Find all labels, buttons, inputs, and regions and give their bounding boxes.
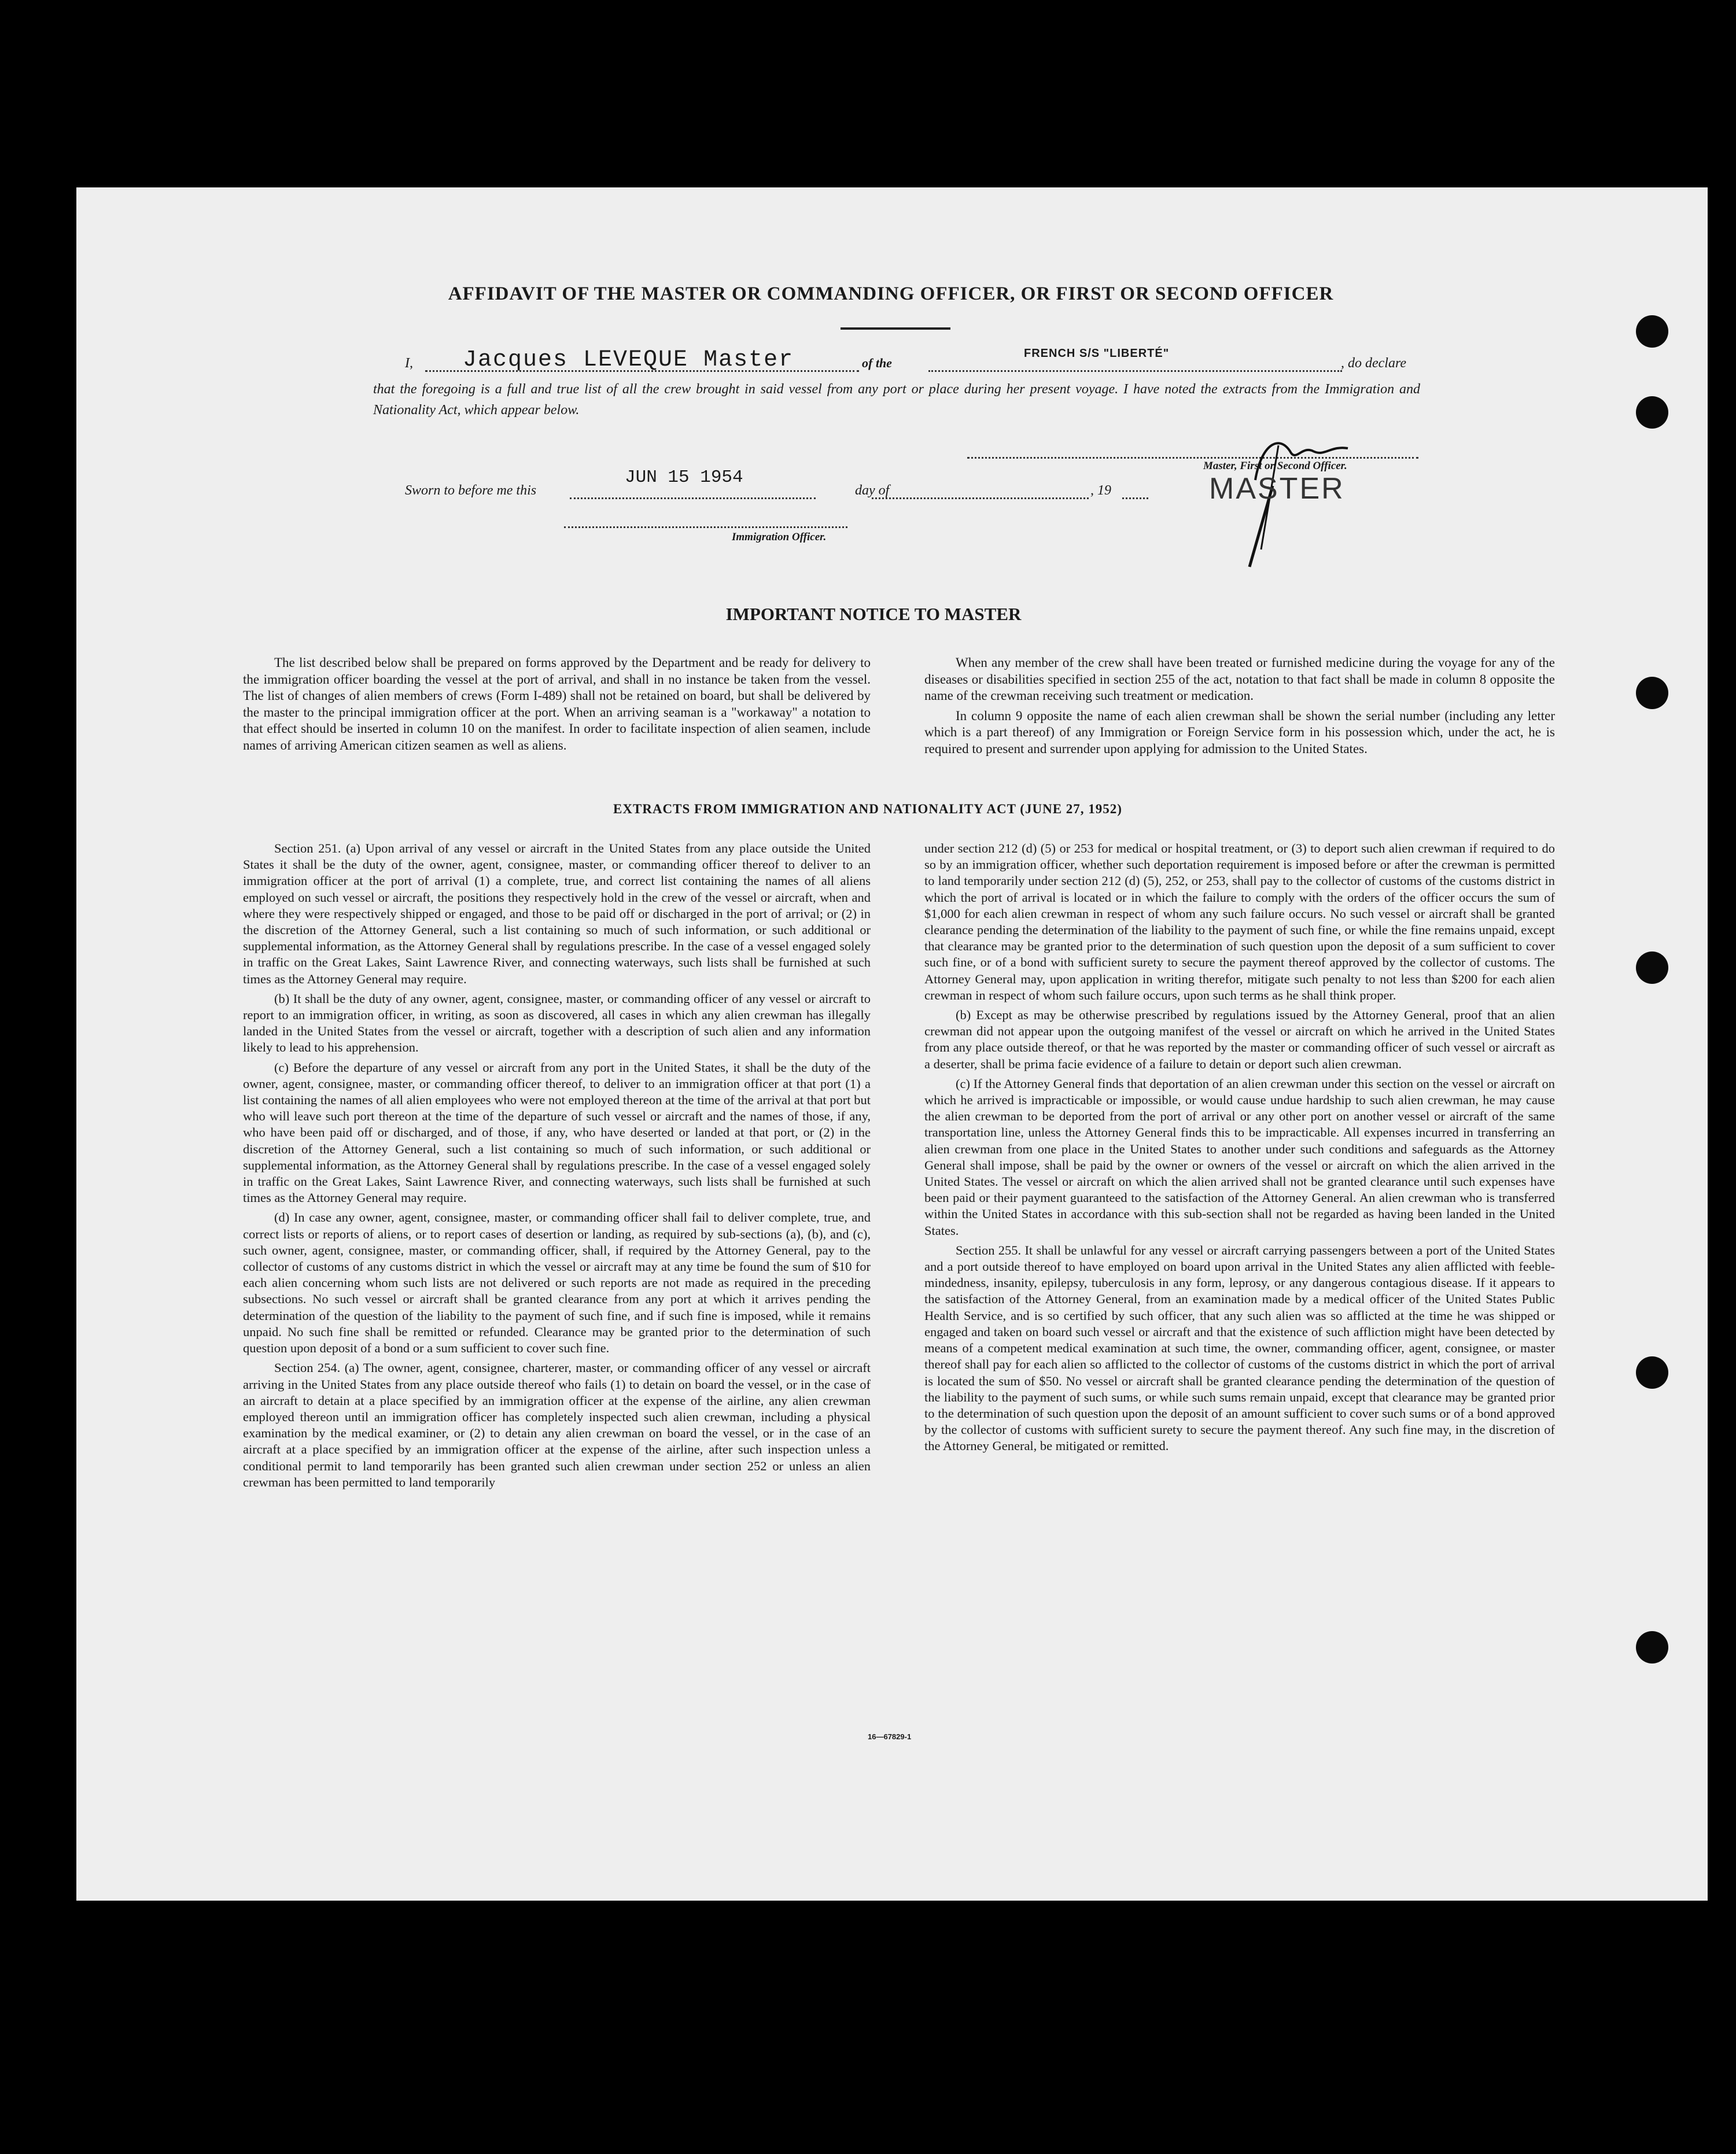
binder-hole bbox=[1636, 951, 1668, 984]
day-of-label: day of bbox=[855, 483, 890, 498]
binder-hole bbox=[1636, 1631, 1668, 1664]
extract-paragraph: under section 212 (d) (5) or 253 for medical or hospital treatment, or (3) to deport such alien crewman if required to do so by an immigration officer, whether such deportation requirement is imposed before or after the crewman is permitted to land temporarily under section 212 (d) (5), 252, or 253, shall pay to the collector of customs of the customs district in which the port of arrival is located or in which the failure to comply with the orders of the officer occurs the sum of $1,000 for each alien crewman in respect of whom any such failure occurs. No such vessel or aircraft shall be granted clearance pending the determination of the liability to the payment of such fine, or while the fine remains unpaid, except that clearance may be granted prior to the determination of such question upon the deposit of a sum sufficient to cover such fine, or of a bond with sufficient surety to secure the payment thereof approved by the collector of customs. The Attorney General may, upon application in writing therefor, mitigate such penalty to not less than $200 for each alien crewman in respect of whom such failure occurs, upon such terms as he shall think proper. bbox=[924, 841, 1555, 1002]
binder-hole bbox=[1636, 1356, 1668, 1389]
extracts-left-column bbox=[243, 840, 871, 1494]
master-name: Jacques LEVEQUE Master bbox=[463, 347, 794, 373]
declaration-statement: that the foregoing is a full and true list of all the crew brought in said vessel from any port or place during her present voyage. I have noted the extracts from the Immigration and Nationality Act, which appear below. bbox=[373, 382, 1420, 418]
sworn-month-line bbox=[872, 497, 1089, 499]
extract-paragraph: Section 254. (a) The owner, agent, consignee, charterer, master, or commanding officer of any vessel or aircraft arriving in the United States from any place outside thereof who fails (1) to detain on board the vessel, or in the case of an aircraft to detain at a place specified by an immigration officer at the expense of the airline, any alien crewman employed thereon until an immigration officer has completely inspected such alien crewman, including a physical examination by the medical examiner, or (2) to detain any alien crewman on board the vessel, or in the case of an aircraft at a place specified by an immigration officer at the expense of the airline, after such inspection unless a conditional permit to land temporarily has been granted such alien crewman under section 252 or unless an alien crewman has been permitted to land temporarily bbox=[243, 1360, 871, 1489]
binder-hole bbox=[1636, 677, 1668, 709]
notice-left-column bbox=[243, 655, 871, 757]
title-rule bbox=[841, 327, 950, 330]
notice-paragraph: In column 9 opposite the name of each alien crewman shall be shown the serial number (including any letter which is a part thereof) of any Immigration or Foreign Service form in his possession which, under the act, he is required to present and surrender upon applying for admission to the United States. bbox=[924, 708, 1555, 756]
extract-paragraph: (c) If the Attorney General finds that deportation of an alien crewman under this section on the vessel or aircraft on which he arrived is impracticable or impossible, or would cause undue hardship to such alien crewman, he may cause the alien crewman to be deported from the port of arrival or any other port on another vessel or aircraft of the same transportation line, unless the Attorney General finds this to be impracticable. All expenses incurred in transferring an alien crewman from one place in the United States to another under such conditions and safeguards as the Attorney General shall impose, shall be paid by the owner or owners of the vessel or aircraft on which the alien arrived in the United States. The vessel or aircraft on which the alien arrived shall not be granted clearance until such expenses have been paid or their payment guaranteed to the satisfaction of the Attorney General. An alien crewman who is transferred within the United States in accordance with this sub-section shall not be regarded as having been landed in the United States. bbox=[924, 1076, 1555, 1238]
binder-hole bbox=[1636, 396, 1668, 429]
extract-paragraph: (b) It shall be the duty of any owner, agent, consignee, master, or commanding officer of any vessel or aircraft to report to an immigration officer, in writing, as soon as discovered, all cases in which any alien crewman has illegally landed in the United States from the vessel or aircraft, together with a description of such alien and any information likely to lead to his apprehension. bbox=[243, 991, 871, 1055]
year-line bbox=[1122, 497, 1148, 499]
notice-title: IMPORTANT NOTICE TO MASTER bbox=[725, 604, 1022, 624]
master-officer-label: Master, First or Second Officer. bbox=[1203, 460, 1347, 472]
extracts-right-column bbox=[924, 840, 1555, 1458]
vessel-name: FRENCH S/S "LIBERTÉ" bbox=[1024, 347, 1170, 360]
binder-hole bbox=[1636, 315, 1668, 348]
extract-paragraph: (b) Except as may be otherwise prescribed by regulations issued by the Attorney General, proof that an alien crewman did not appear upon the outgoing manifest of the vessel or aircraft on which he arrived in the United States from any place outside thereof, or that he was reported by the master or commanding officer of such vessel or aircraft as a deserter, shall be prima facie evidence of a failure to detain or deport such alien crewman. bbox=[924, 1008, 1555, 1071]
declaration-prefix: I, bbox=[405, 356, 413, 371]
extract-paragraph: Section 251. (a) Upon arrival of any vessel or aircraft in the United States from any place outside the United States it shall be the duty of the owner, agent, consignee, master, or commanding officer thereof to deliver to an immigration officer at the port of arrival (1) a complete, true, and correct list containing the names of all aliens employed on such vessel or aircraft, the positions they respectively hold in the crew of the vessel or aircraft, when and where they were respectively shipped or engaged, and those to be paid off or discharged in the port of arrival; or (2) in the discretion of the Attorney General, such a list containing so much of such information, or such additional or supplemental information, as the Attorney General shall by regulations prescribe. In the case of a vessel engaged solely in traffic on the Great Lakes, Saint Lawrence River, and connecting waterways, such lists shall be furnished at such times as the Attorney General may require. bbox=[243, 841, 871, 986]
date-stamp: JUN 15 1954 bbox=[625, 467, 743, 488]
affidavit-title: AFFIDAVIT OF THE MASTER OR COMMANDING OFFICER, OR FIRST OR SECOND OFFICER bbox=[448, 283, 1334, 304]
year-label: , 19 bbox=[1090, 483, 1111, 498]
notice-right-column bbox=[924, 655, 1555, 761]
do-declare-label: , do declare bbox=[1341, 356, 1407, 371]
extract-paragraph: Section 255. It shall be unlawful for any vessel or aircraft carrying passengers between a port of the United States and a port outside thereof to have employed on board upon arrival in the United States any alien afflicted with feeble-mindedness, insanity, epilepsy, tuberculosis in any form, leprosy, or any dangerous contagious disease. If it appears to the satisfaction of the Attorney General, from an examination made by a medical officer of the United States Public Health Service, and is so certified by such officer, that any such alien was so afflicted at the time he was shipped or engaged and taken on board such vessel or aircraft and that the existence of such affliction might have been detected by means of a competent medical examination at such time, the owner, commanding officer, agent, consignee, or master thereof shall pay for each alien so afflicted to the collector of customs of the customs district in which the port of arrival is located the sum of $50. No vessel or aircraft shall be granted clearance pending the determination of the question of the liability to the payment of such sums, or while such sums remain unpaid, except that clearance may be granted prior to the determination of such question upon the deposit of an amount sufficient to cover such sums or of a bond approved by the collector of customs with sufficient surety to secure the payment thereof. Any such fine may, in the discretion of the Attorney General, be mitigated or remitted. bbox=[924, 1242, 1555, 1454]
vessel-line bbox=[928, 370, 1342, 372]
immigration-officer-label: Immigration Officer. bbox=[732, 531, 827, 543]
notice-paragraph: When any member of the crew shall have been treated or furnished medicine during the voyage for any of the diseases or disabilities specified in section 255 of the act, notation to that fact shall be made in column 8 opposite the name of the crewman receiving such treatment or medication. bbox=[924, 655, 1555, 703]
form-number: 16—67829-1 bbox=[868, 1732, 912, 1741]
of-the-label: of the bbox=[862, 356, 892, 370]
sworn-label: Sworn to before me this bbox=[405, 483, 537, 498]
sworn-day-line bbox=[570, 497, 816, 499]
master-stamp: MASTER bbox=[1209, 472, 1345, 506]
notice-paragraph: The list described below shall be prepared on forms approved by the Department and be ready for delivery to the immigration officer boarding the vessel at the port of arrival, and shall in no instance be taken from the vessel. The list of changes of alien members of crews (Form I-489) shall not be retained on board, but shall be delivered by the master to the principal immigration officer at the port. When an arriving seaman is a "workaway" a notation to that effect should be inserted in column 10 on the manifest. In order to facilitate inspection of alien seamen, include names of arriving American citizen seamen as well as aliens. bbox=[243, 655, 871, 753]
extract-paragraph: (c) Before the departure of any vessel or aircraft from any port in the United States, it shall be the duty of the owner, agent, consignee, master, or commanding officer thereof, to deliver to an immigration officer at that port (1) a list containing the names of all alien employees who were not employed thereon at the time of the arrival at that port but who will leave such port thereon at the time of the departure of such vessel or aircraft and the names of those, if any, who have been paid off or discharged, and of those, if any, who have deserted or landed at that port, or (2) in the discretion of the Attorney General, such a list containing so much of such information, or such additional or supplemental information, as the Attorney General shall by regulations prescribe. In the case of a vessel engaged solely in traffic on the Great Lakes, Saint Lawrence River, and connecting waterways, such lists shall be furnished at such times as the Attorney General may require. bbox=[243, 1060, 871, 1205]
extracts-title: EXTRACTS FROM IMMIGRATION AND NATIONALITY ACT (JUNE 27, 1952) bbox=[613, 802, 1122, 816]
immigration-officer-line bbox=[564, 526, 847, 528]
extract-paragraph: (d) In case any owner, agent, consignee, master, or commanding officer shall fail to deliver complete, true, and correct lists or reports of aliens, or to report cases of desertion or landing, as required by sub-sections (a), (b), and (c), such owner, agent, consignee, master, or commanding officer, shall, if required by the Attorney General, pay to the collector of customs of any customs district in which the vessel or aircraft may at any time be found the sum of $10 for each alien concerning whom such lists are not delivered or such reports are not made as required in the preceding subsections. No such vessel or aircraft shall be granted clearance from any port at which it arrives pending the determination of the question of the liability to the payment of such fine, and if such fine is imposed, while it remains unpaid. No such fine shall be remitted or refunded. Clearance may be granted prior to the determination of such question upon deposit of a bond or a sum sufficient to cover such fine. bbox=[243, 1210, 871, 1356]
